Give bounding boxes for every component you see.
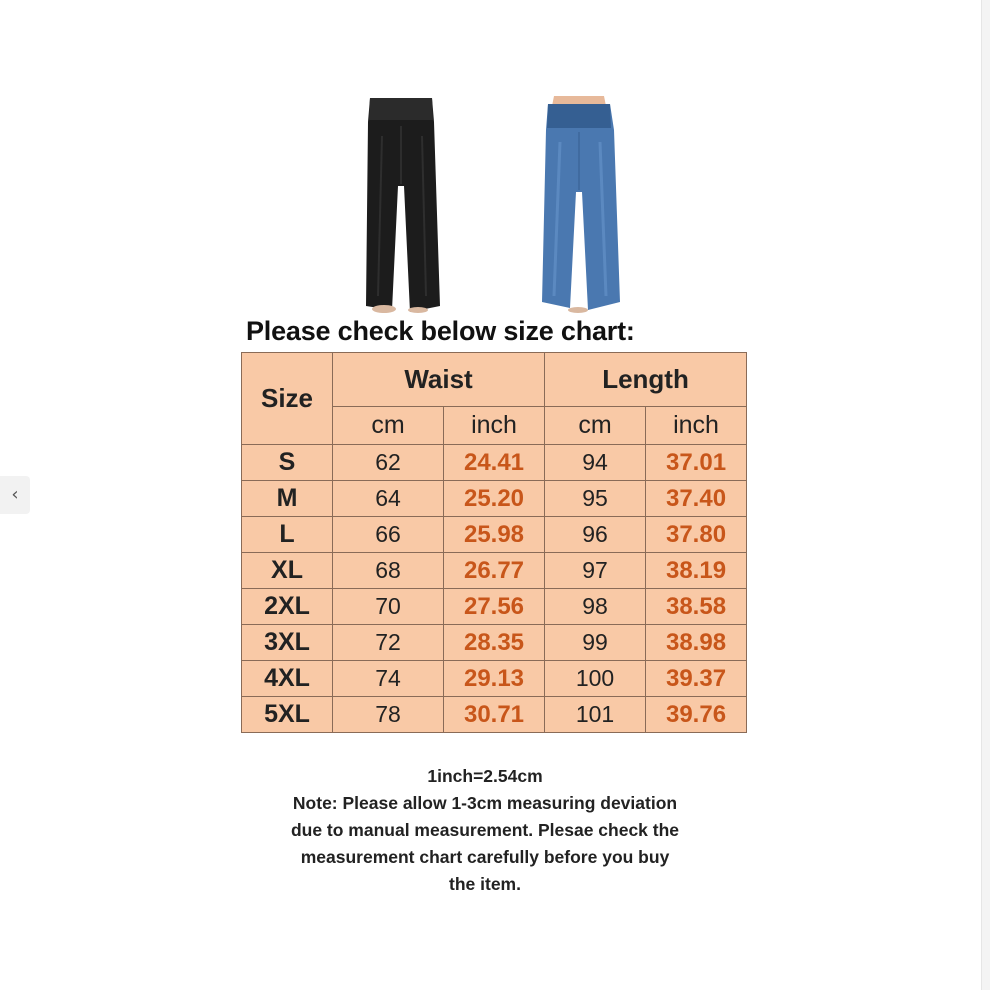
note-line: Note: Please allow 1-3cm measuring deviation [292, 793, 678, 813]
table-row [242, 697, 747, 733]
length-cm: 94 [545, 445, 646, 481]
header-size: Size [242, 353, 333, 445]
waist-inch: 26.77 [444, 553, 545, 589]
waist-cm: 68 [333, 553, 444, 589]
previous-image-button[interactable] [0, 476, 30, 514]
waist-inch: 24.41 [444, 445, 545, 481]
note-line: measurement chart carefully before you buy [300, 847, 670, 867]
length-cm: 96 [545, 517, 646, 553]
waist-inch: 25.20 [444, 481, 545, 517]
table-row [242, 445, 747, 481]
table-row [242, 517, 747, 553]
waist-cm: 66 [333, 517, 444, 553]
waist-unit-cm: cm [333, 407, 444, 445]
black-pants-image [360, 96, 442, 316]
size-label: 5XL [242, 697, 333, 733]
measurement-notes [230, 763, 740, 898]
size-label: 3XL [242, 625, 333, 661]
note-line: due to manual measurement. Plesae check the [290, 820, 680, 840]
waist-cm: 70 [333, 589, 444, 625]
blue-pants-image [538, 96, 622, 316]
length-unit-inch: inch [646, 407, 747, 445]
length-inch: 39.76 [646, 697, 747, 733]
length-inch: 38.58 [646, 589, 747, 625]
size-label: 2XL [242, 589, 333, 625]
waist-cm: 64 [333, 481, 444, 517]
length-cm: 97 [545, 553, 646, 589]
size-label: XL [242, 553, 333, 589]
conversion-note: 1inch=2.54cm [427, 766, 543, 786]
length-cm: 98 [545, 589, 646, 625]
header-waist: Waist [333, 353, 545, 407]
waist-inch: 28.35 [444, 625, 545, 661]
length-unit-cm: cm [545, 407, 646, 445]
length-inch: 38.19 [646, 553, 747, 589]
header-length: Length [545, 353, 747, 407]
size-label: 4XL [242, 661, 333, 697]
waist-inch: 27.56 [444, 589, 545, 625]
size-label: M [242, 481, 333, 517]
size-label: S [242, 445, 333, 481]
waist-cm: 72 [333, 625, 444, 661]
scrollbar-track[interactable] [981, 0, 990, 990]
waist-inch: 29.13 [444, 661, 545, 697]
chevron-left-icon: ‹ [11, 484, 19, 505]
table-row [242, 625, 747, 661]
waist-cm: 62 [333, 445, 444, 481]
size-chart-table [241, 352, 747, 733]
waist-inch: 25.98 [444, 517, 545, 553]
length-cm: 100 [545, 661, 646, 697]
size-label: L [242, 517, 333, 553]
length-inch: 38.98 [646, 625, 747, 661]
length-cm: 99 [545, 625, 646, 661]
waist-inch: 30.71 [444, 697, 545, 733]
waist-cm: 78 [333, 697, 444, 733]
table-row [242, 661, 747, 697]
length-inch: 37.80 [646, 517, 747, 553]
length-cm: 95 [545, 481, 646, 517]
length-inch: 37.01 [646, 445, 747, 481]
table-row [242, 553, 747, 589]
length-inch: 39.37 [646, 661, 747, 697]
table-row [242, 589, 747, 625]
table-row [242, 481, 747, 517]
waist-cm: 74 [333, 661, 444, 697]
size-chart-title: Please check below size chart: [246, 316, 635, 346]
waist-unit-inch: inch [444, 407, 545, 445]
length-cm: 101 [545, 697, 646, 733]
length-inch: 37.40 [646, 481, 747, 517]
note-line: the item. [449, 874, 521, 894]
